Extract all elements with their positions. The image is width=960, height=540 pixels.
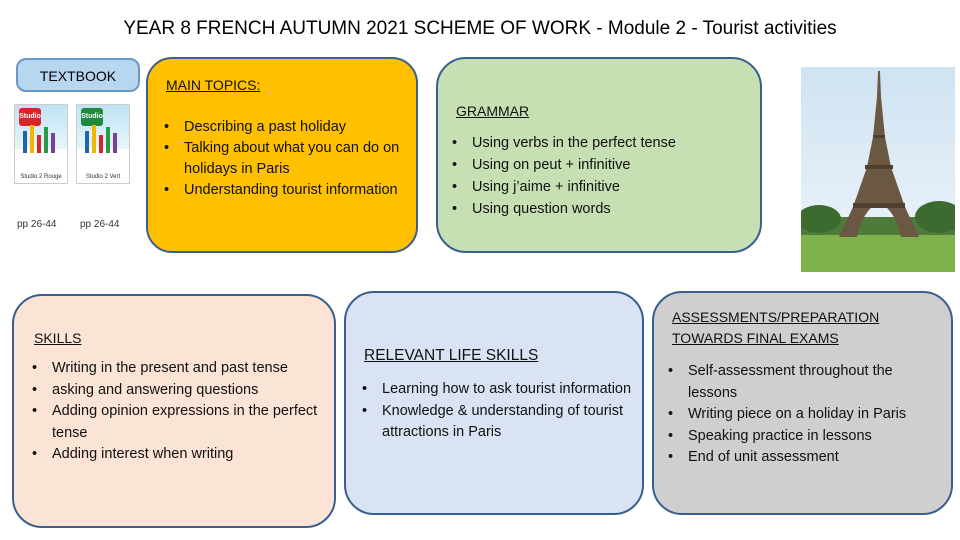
skills-panel: [12, 294, 336, 528]
book-title: Studio 2 Vert: [85, 174, 121, 180]
book-badge: Studio: [81, 108, 103, 126]
skills-list: [28, 358, 324, 466]
list-item: • Adding interest when writing: [28, 444, 324, 466]
grammar-list: [448, 132, 748, 220]
page-title: YEAR 8 FRENCH AUTUMN 2021 SCHEME OF WORK - Module 2 - Tourist activities: [123, 18, 837, 39]
list-item: • Adding opinion expressions in the perfect tense: [28, 401, 324, 444]
list-item: • Knowledge & understanding of tourist attractions in Paris: [358, 401, 638, 444]
list-item: • Using verbs in the perfect tense: [448, 132, 748, 154]
list-item: • Learning how to ask tourist information: [358, 379, 638, 401]
skills-heading: SKILLS: [34, 330, 82, 346]
assessments-list: [664, 361, 944, 469]
list-item: • Self-assessment throughout the lessons: [664, 361, 944, 404]
textbook-label: TEXTBOOK: [16, 58, 140, 92]
assessments-heading: ASSESSMENTS/PREPARATION TOWARDS FINAL EXAMS: [672, 309, 880, 346]
list-item: • Understanding tourist information: [160, 180, 400, 201]
main-topics-panel: [146, 57, 418, 253]
list-item: • Using question words: [448, 198, 748, 220]
pages-vert: pp 26-44: [80, 219, 120, 230]
list-item: • Using j’aime + infinitive: [448, 176, 748, 198]
list-item: • Writing piece on a holiday in Paris: [664, 404, 944, 426]
list-item: • asking and answering questions: [28, 380, 324, 402]
relevant-life-skills-panel: [344, 291, 644, 515]
list-item: • Writing in the present and past tense: [28, 358, 324, 380]
list-item: • End of unit assessment: [664, 447, 944, 469]
list-item: • Using on peut + infinitive: [448, 154, 748, 176]
book-badge: Studio: [19, 108, 41, 126]
main-topics-heading: MAIN TOPICS:: [166, 77, 261, 93]
relevant-life-skills-heading: RELEVANT LIFE SKILLS: [364, 347, 539, 364]
pages-rouge: pp 26-44: [17, 219, 57, 230]
eiffel-tower-image: [801, 67, 955, 272]
grammar-panel: [436, 57, 762, 253]
main-topics-list: [160, 117, 400, 201]
textbook-cover-rouge: [14, 104, 68, 184]
list-item: • Talking about what you can do on holidays in Paris: [160, 138, 400, 180]
list-item: • Describing a past holiday: [160, 117, 400, 138]
assessments-panel: [652, 291, 953, 515]
textbook-cover-vert: [76, 104, 130, 184]
grammar-heading: GRAMMAR: [456, 103, 530, 119]
relevant-life-skills-list: [358, 379, 638, 444]
book-title: Studio 2 Rouge: [20, 174, 62, 180]
list-item: • Speaking practice in lessons: [664, 426, 944, 448]
